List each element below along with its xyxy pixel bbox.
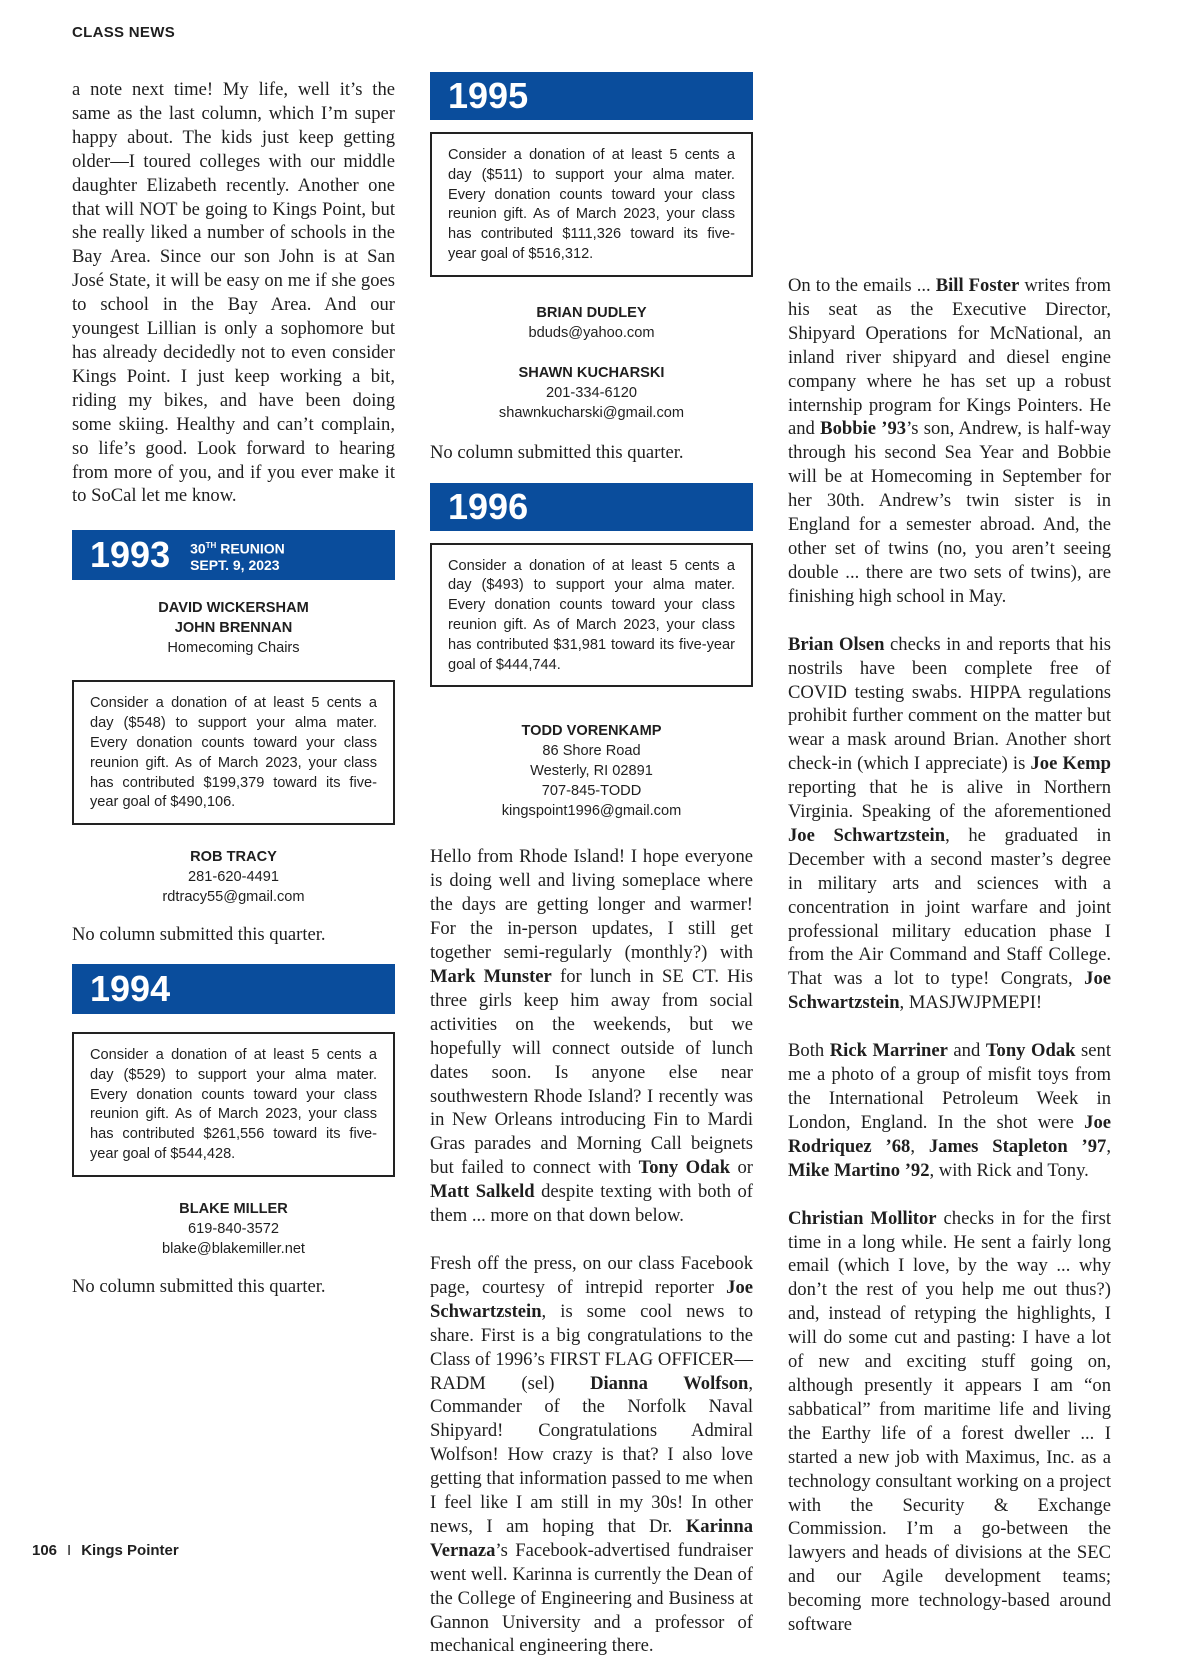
article-paragraph: Hello from Rhode Island! I hope everyone is doing well and living someplace where the days are getting longer and warmer! For the in-person updates, I still get together semi-regularly (monthly?) with Mark Munster for lunch in SE CT. His three girls keep him away from social activities on the weekends, but we hopefully will connect outside of lunch dates soon. Is anyone else near southwestern Rhode Island? I recently was in New Orleans introducing Fin to Mardi Gras parades and Morning Call beignets but failed to connect with Tony Odak or Matt Salkeld despite texting with both of them ... more on that down below.	[430, 846, 753, 1227]
class-year: 1993	[90, 534, 171, 576]
class-1993-banner	[72, 530, 395, 580]
intro-paragraph: a note next time! My life, well it’s the same as the last column, which I’m super happy about. The kids just keep getting older—I toured colleges with our middle daughter Elizabeth recently. Another one that will NOT be going to Kings Point, but she really liked a number of schools in the Bay Area. Since our son John is at San José State, it will be easy on me if she goes to school in the Bay Area. And our youngest Lillian is only a sophomore but has already decidedly not to even consider Kings Point. I just keep working a bit, riding my bikes, and have been doing some skiing. Healthy and can’t complain, so life’s good. Look forward to hearing from more of you, and if you ever make it to SoCal let me know.	[72, 79, 395, 507]
page-footer: 106 I Kings Pointer	[32, 1542, 179, 1559]
publication-name: Kings Pointer	[81, 1542, 179, 1559]
person-name: Dianna Wolfson	[590, 1372, 749, 1394]
page-number: 106	[32, 1542, 58, 1559]
person-name: Mark Munster	[430, 966, 552, 987]
person-name: Christian Mollitor	[788, 1207, 937, 1229]
class-contact: BLAKE MILLER 619-840-3572 blake@blakemiller.net	[72, 1199, 395, 1259]
class-year: 1996	[448, 485, 529, 527]
person-name: Karinna Vernaza	[430, 1515, 753, 1561]
contact-email[interactable]: bduds@yahoo.com	[528, 324, 655, 341]
column-1	[72, 78, 395, 1299]
class-year: 1994	[90, 968, 171, 1009]
donation-box: Consider a donation of at least 5 cents a day ($548) to support your alma mater. Every donation counts toward your class reunion gift. As of March 2023, your class has contributed $199,379 toward its five-year goal of $490,106.	[72, 680, 395, 825]
column-3	[788, 78, 1111, 1637]
contact-email[interactable]: shawnkucharski@gmail.com	[498, 404, 685, 421]
donation-box: Consider a donation of at least 5 cents a day ($529) to support your alma mater. Every donation counts toward your class reunion gift. As of March 2023, your class has contributed $261,556 toward its five-year goal of $544,428.	[72, 1032, 395, 1177]
class-year: 1995	[448, 75, 529, 116]
article-paragraph: Both Rick Marriner and Tony Odak sent me a photo of a group of misfit toys from the International Petroleum Week in London, England. In the shot were Joe Rodriquez ’68, James Stapleton ’97, Mike Martino ’92, with Rick and Tony.	[788, 1040, 1112, 1181]
no-column-note: No column submitted this quarter.	[72, 924, 326, 946]
person-name: Rick Marriner	[829, 1040, 948, 1062]
person-name: Joe Kemp	[1030, 753, 1111, 775]
person-name: Matt Salkeld	[430, 1181, 535, 1203]
person-name: Joe Schwartzstein	[788, 824, 946, 846]
column-2	[430, 75, 753, 1658]
donation-box: Consider a donation of at least 5 cents a day ($511) to support your alma mater. Every donation counts toward your class reunion gift. As of March 2023, your class has contributed $111,326 toward its five-year goal of $516,312.	[430, 132, 753, 277]
person-name: Joe Rodriquez ’68	[788, 1111, 1111, 1157]
article-paragraph: Fresh off the press, on our class Facebook page, courtesy of intrepid reporter Joe Schwartzstein, is some cool news to share. First is a big congratulations to the Class of 1996’s FIRST FLAG OFFICER—RADM (sel) Dianna Wolfson, Commander of the Norfolk Naval Shipyard! Congratulations Admiral Wolfson! How crazy is that? I also love getting that information passed to me when I feel like I am still in my 30s! In other news, I am hoping that Dr. Karinna Vernaza’s Facebook-advertised fundraiser went well. Karinna is currently the Dean of the College of Engineering and Business at Gannon University and a professor of mechanical engineering there.	[430, 1252, 753, 1657]
class-1996-banner	[430, 483, 753, 531]
article-paragraph: On to the emails ... Bill Foster writes from his seat as the Executive Director, Shipyard Operations for McNational, an inland river shipyard and diesel engine company where he has set up a robust internship program for Kings Pointers. He and Bobbie ’93’s son, Andrew, is half-way through his second Sea Year and Bobbie will be at Homecoming in September for her 30th. Andrew’s twin sister is in England for a semester abroad. And, the other set of twins (no, you aren’t seeing double ... there are two sets of twins), are finishing high school in May.	[788, 275, 1112, 607]
donation-box: Consider a donation of at least 5 cents a day ($493) to support your alma mater. Every donation counts toward your class reunion gift. As of March 2023, your class has contributed $31,981 toward its five-year goal of $444,744.	[430, 543, 753, 688]
person-name: Joe Schwartzstein	[430, 1276, 753, 1322]
no-column-note: No column submitted this quarter.	[72, 1275, 326, 1297]
class-1994-banner	[72, 964, 395, 1014]
person-name: Bobbie ’93	[820, 418, 907, 440]
person-name: Bill Foster	[935, 275, 1020, 296]
class-contact: ROB TRACY 281-620-4491 rdtracy55@gmail.com	[72, 847, 395, 907]
person-name: Brian Olsen	[788, 633, 885, 655]
article-paragraph: Christian Mollitor checks in for the first time in a long while. He sent a fairly long email (which I love, by the way ... why don’t the rest of you help me out thus?) and, instead of retyping the highlights, I will do some cut and pasting: I have a lot of new and exciting stuff going on, although presently it appears I am “on sabbatical” from maritime life and living the Earthy life of a forest dweller ... I started a new job with Maximus, Inc. as a technology consultant working on a project with the Security & Exchange Commission. I’m a go-between the lawyers and heads of divisions at the SEC and our Agile development teams; becoming more technology-based around software	[788, 1207, 1111, 1636]
person-name: James Stapleton ’97	[928, 1135, 1107, 1157]
homecoming-chairs: DAVID WICKERSHAM JOHN BRENNAN Homecoming Chairs	[158, 600, 309, 657]
section-header: CLASS NEWS	[72, 24, 176, 41]
person-name: Tony Odak	[985, 1040, 1076, 1062]
person-name: Joe Schwartzstein	[788, 968, 1111, 1014]
reunion-info: 30TH REUNION SEPT. 9, 2023	[190, 540, 285, 573]
no-column-note: No column submitted this quarter.	[430, 441, 684, 463]
contact-email[interactable]: rdtracy55@gmail.com	[162, 889, 305, 906]
person-name: Tony Odak	[638, 1157, 731, 1179]
contact-email[interactable]: blake@blakemiller.net	[162, 1240, 305, 1257]
class-contact: BRIAN DUDLEY bduds@yahoo.com SHAWN KUCHARSKI 201-334-6120 shawnkucharski@gmail.com	[430, 303, 753, 423]
article-paragraph: Brian Olsen checks in and reports that his nostrils have been complete free of COVID testing swabs. HIPPA regulations prohibit further comment on the matter but wear a mask around Brian. Another short check-in (which I appreciate) is Joe Kemp reporting that he is alive in Northern Virginia. Speaking of the aforementioned Joe Schwartzstein, he graduated in December with a second master’s degree in military arts and sciences with a concentration in joint warfare and joint professional military education phase I from the Air Command and Staff College. That was a lot to type! Congrats, Joe Schwartzstein, MASJWJPMEPI!	[788, 633, 1111, 1014]
class-1995-banner	[430, 72, 753, 120]
contact-email[interactable]: kingspoint1996@gmail.com	[501, 803, 682, 820]
reunion-date: SEPT. 9, 2023	[190, 556, 280, 573]
class-contact: TODD VORENKAMP 86 Shore Road Westerly, RI 02891 707-845-TODD kingspoint1996@gmail.com	[430, 721, 753, 821]
person-name: Mike Martino ’92	[788, 1159, 930, 1181]
